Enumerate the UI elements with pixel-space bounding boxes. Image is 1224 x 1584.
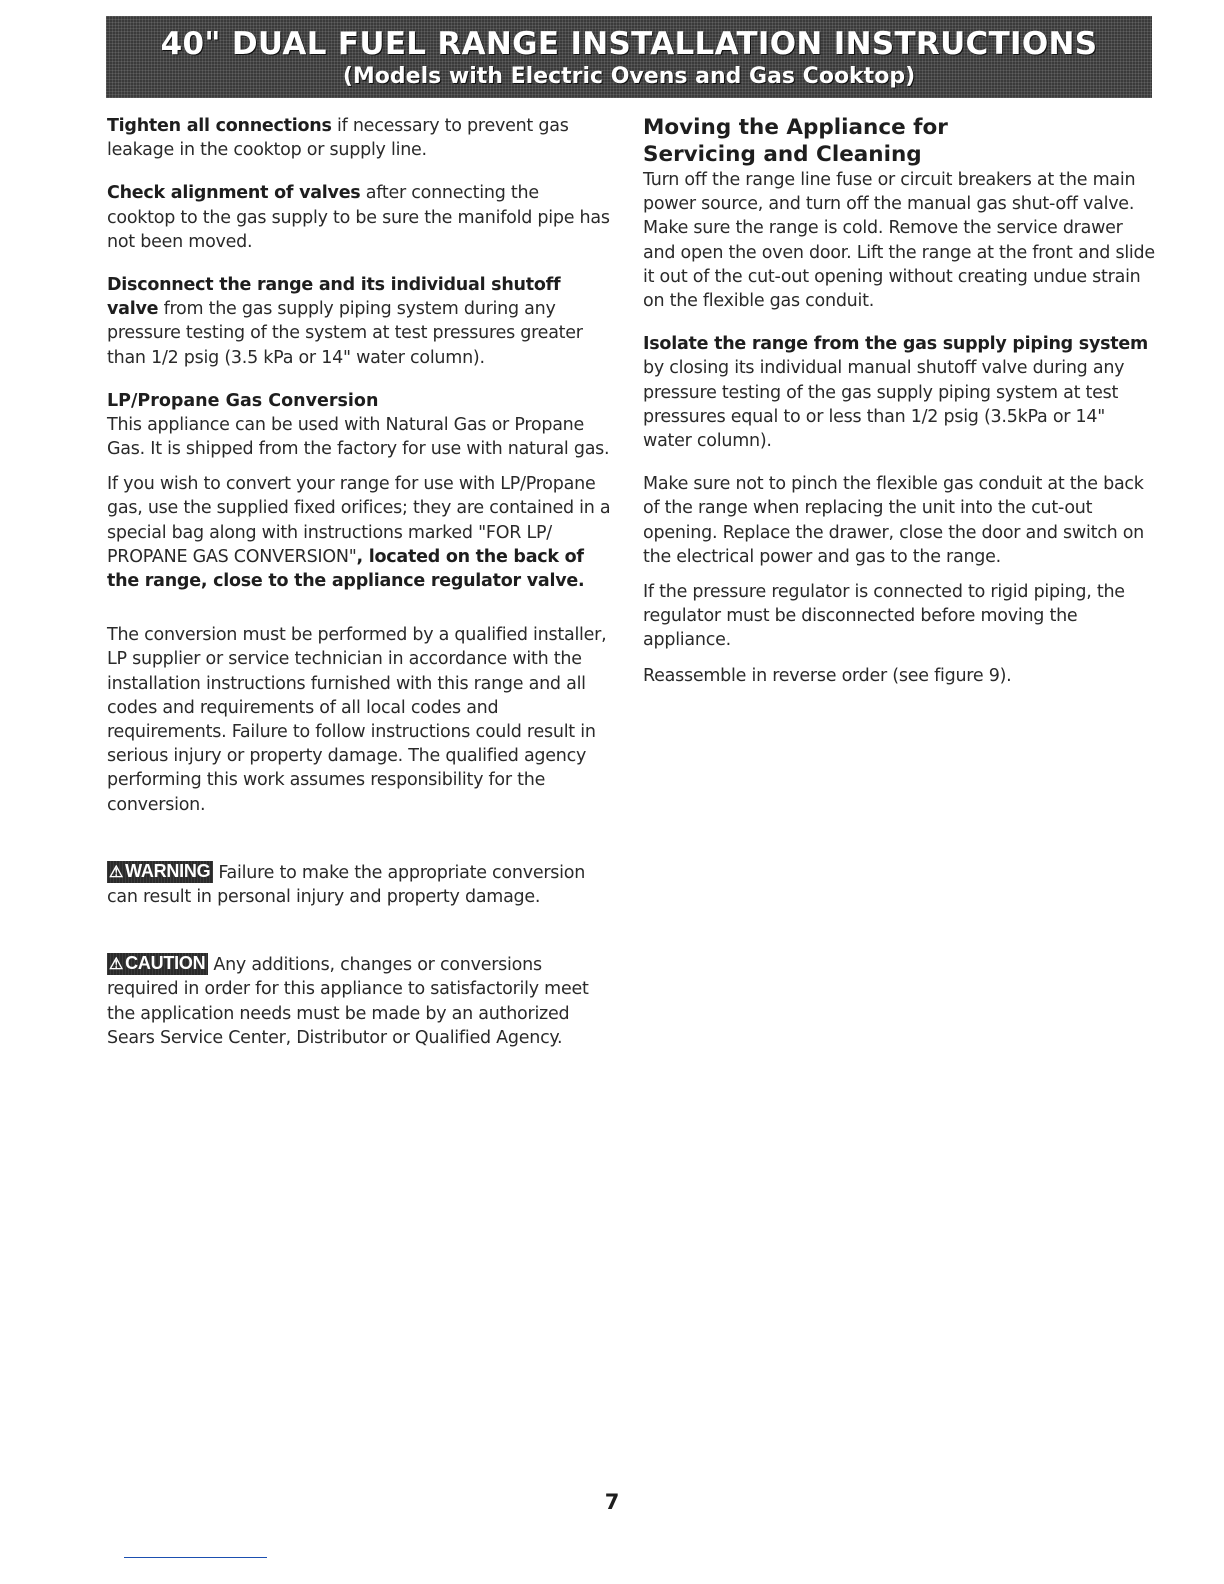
lp-conversion-heading: LP/Propane Gas Conversion	[107, 390, 379, 411]
isolate-text: by closing its individual manual shutoff valve during any pressure testing of the gas supply piping system at test pressures equal to or less than 1/2 psig (3.5kPa or 14" water column).	[643, 358, 1125, 452]
left-column	[107, 114, 612, 1050]
caution-notice	[107, 953, 612, 1050]
caution-text: Any additions, changes or conversions required in order for this appliance to satisfactorily meet the application needs must be made by an authorized Sears Service Center, Distributor or Qualified Agency.	[107, 955, 589, 1048]
reassemble-paragraph: Reassemble in reverse order (see figure 9).	[643, 665, 1012, 686]
moving-text: Turn off the range line fuse or circuit breakers at the main power source, and turn off the manual gas shut-off valve. Make sure the range is cold. Remove the service drawer and open the oven door. Lift the range at the front and slide it out of the cut-out opening without creating undue strain on the flexible gas conduit.	[643, 170, 1155, 312]
caution-triangle-icon: ⚠	[109, 956, 124, 974]
footer-rule	[124, 1557, 267, 1558]
warning-triangle-icon: ⚠	[109, 863, 124, 881]
tighten-text: if necessary to prevent gas leakage in the cooktop or supply line.	[107, 116, 569, 161]
check-alignment-lead: Check alignment of valves	[107, 183, 361, 204]
moving-heading	[643, 114, 1158, 168]
warning-notice	[107, 861, 612, 909]
disconnect-lead: Disconnect the range and its individual shutoff valve	[107, 275, 561, 320]
lp-conversion-para3: The conversion must be performed by a qualified installer, LP supplier or service technician in accordance with the installation instructions furnished with this range and all codes and requirements of all local codes and requirements. Failure to follow instructions could result in serious injury or property damage. The qualified agency performing this work assumes responsibility for the conversion.	[107, 625, 607, 815]
warning-text: Failure to make the appropriate conversion can result in personal injury and property damage.	[107, 862, 586, 908]
tighten-lead: Tighten all connections	[107, 116, 332, 136]
isolate-lead: Isolate the range from the gas supply piping system	[643, 334, 1148, 355]
right-column	[643, 114, 1158, 688]
moving-heading-line1: Moving the Appliance for	[643, 115, 948, 140]
isolate-paragraph	[643, 332, 1158, 453]
title-banner	[106, 16, 1152, 98]
warning-label: WARNING	[125, 860, 211, 881]
document-subtitle: (Models with Electric Ovens and Gas Cooktop)	[342, 64, 916, 89]
warning-badge	[107, 861, 213, 883]
check-alignment-text: after connecting the cooktop to the gas supply to be sure the manifold pipe has not been moved.	[107, 183, 610, 252]
pinch-paragraph: Make sure not to pinch the flexible gas conduit at the back of the range when replacing the unit into the cut-out opening. Replace the drawer, close the door and switch on the electrical power and gas to the range.	[643, 474, 1145, 567]
lp-conversion-para2-bold: , located on the back of the range, close to the appliance regulator valve.	[107, 546, 585, 592]
page-number: 7	[604, 1490, 620, 1514]
lp-conversion-para1: This appliance can be used with Natural Gas or Propane Gas. It is shipped from the factory for use with natural gas.	[107, 414, 610, 460]
moving-heading-line2: Servicing and Cleaning	[643, 142, 922, 167]
tighten-paragraph	[107, 114, 612, 162]
regulator-paragraph: If the pressure regulator is connected to rigid piping, the regulator must be disconnected before moving the appliance.	[643, 582, 1125, 651]
disconnect-paragraph	[107, 273, 612, 370]
lp-conversion-para2	[107, 472, 612, 593]
lp-conversion-para2-text: If you wish to convert your range for use with LP/Propane gas, use the supplied fixed orifices; they are contained in a special bag along with instructions marked "FOR LP/ PROPANE GAS CONVERSION"	[107, 474, 611, 567]
caution-label: CAUTION	[125, 953, 206, 974]
check-alignment-paragraph	[107, 181, 612, 254]
disconnect-text: from the gas supply piping system during any pressure testing of the system at test pressures greater than 1/2 psig (3.5 kPa or 14" water column).	[107, 299, 583, 368]
caution-badge	[107, 953, 208, 975]
document-title: 40" DUAL FUEL RANGE INSTALLATION INSTRUCTIONS	[160, 26, 1098, 62]
